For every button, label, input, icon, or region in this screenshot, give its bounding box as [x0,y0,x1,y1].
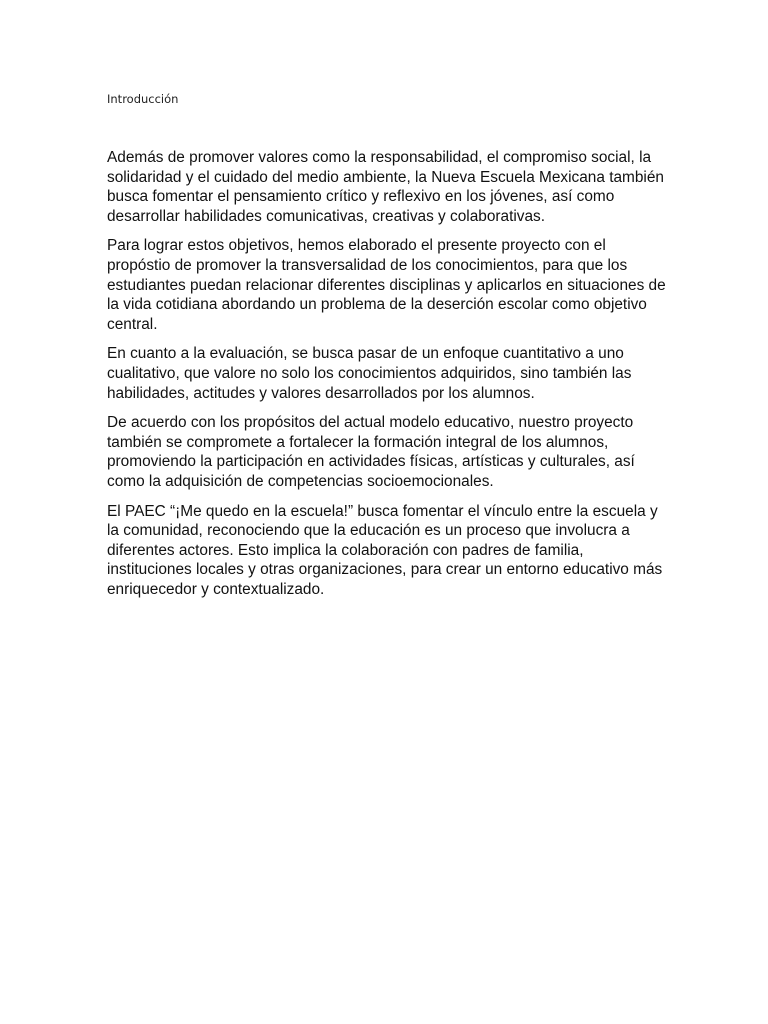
paragraph-5: El PAEC “¡Me quedo en la escuela!” busca fomentar el vínculo entre la escuela y la comunidad, reconociendo que la educación es un proceso que involucra a diferentes actores. Esto implica la colaboración con padres de familia, instituciones locales y otras organizaciones, para crear un entorno educativo más enriquecedor y contextualizado. [107,502,663,598]
document-body [107,148,667,609]
document-heading: Introducción [107,92,179,106]
paragraph-1: Además de promover valores como la responsabilidad, el compromiso social, la solidaridad y el cuidado del medio ambiente, la Nueva Escuela Mexicana también busca fomentar el pensamiento crítico y reflexivo en los jóvenes, así como desarrollar habilidades comunicativas, creativas y colaborativas. [107,149,664,225]
paragraph-4: De acuerdo con los propósitos del actual modelo educativo, nuestro proyecto también se compromete a fortalecer la formación integral de los alumnos, promoviendo la participación en actividades físicas, artísticas y culturales, así como la adquisición de competencias socioemocionales. [107,414,635,490]
paragraph-2: Para lograr estos objetivos, hemos elaborado el presente proyecto con el propóstio de promover la transversalidad de los conocimientos, para que los estudiantes puedan relacionar diferentes disciplinas y aplicarlos en situaciones de la vida cotidiana abordando un problema de la deserción escolar como objetivo central. [107,237,666,333]
paragraph-3: En cuanto a la evaluación, se busca pasar de un enfoque cuantitativo a uno cualitativo, que valore no solo los conocimientos adquiridos, sino también las habilidades, actitudes y valores desarrollados por los alumnos. [107,345,632,402]
